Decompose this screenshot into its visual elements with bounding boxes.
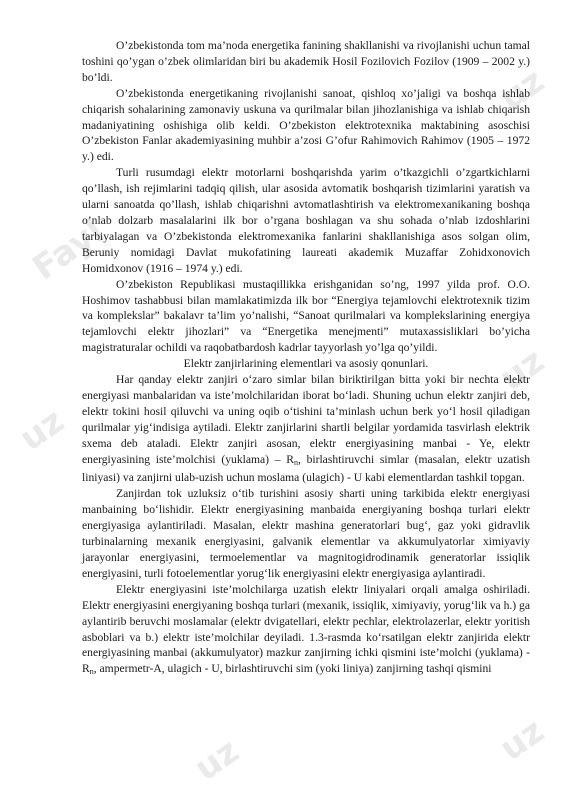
- paragraph: Zanjirdan tok uzluksiz o‘tib turishini asosiy sharti uning tarkibida elektr energiyasi manbaining bo‘lishidir. Elektr energiyasining manbaida energiyaning boshqa turlari elektr energiyasiga aylantiriladi. Masalan, elektr mashina generatorlari bug‘, gaz yoki gidravlik turbinalarning mexanik energiyasini, galvanik elementlar va akkumulyatorlar ximiyaviy jarayonlar energiyasini, termoelementlar va magnitogidrodinamik generatorlar issiqlik energiyasini, turli fotoelementlar yorug‘lik energiyasini elektr energiyasiga aylantiradi.: [82, 487, 530, 580]
- paragraph-text: , birlashtiruvchi simlar (masalan, elektr uzatish liniyasi) va zanjirni ulab-uzish uchun moslama (ulagich) - U kabi elementlardan tashkil topgan.: [82, 452, 530, 485]
- paragraph: O’zbekistonda energetikaning rivojlanishi sanoat, qishloq xo’jaligi va boshqa ishlab chiqarish sohalarining zamonaviy uskuna va qurilmalar bilan jihozlanishiga va ishlab chiqarish madaniyatining oshishiga olib keldi. O’zbekiston elektrotexnika maktabining asoschisi O’zbekiston Fanlar akademiyasining muhbir a’zosi G’ofur Rahimovich Rahimov (1905 – 1972 y.) edi.: [82, 86, 530, 164]
- paragraph-text: , ampermetr-A, ulagich - U, birlashtiruvchi sim (yoki liniya) zanjirning tashqi qismini: [93, 662, 492, 676]
- paragraph: Turli rusumdagi elektr motorlarni boshqarishda yarim o’tkazgichli o’zgartkichlarni qo’llash, ish rejimlarini tadqiq qilish, ular asosida avtomatik boshqarish tizimlarini yaratish va ularni sanoatda qo’llash, ishlab chiqarishni avtomatlashtirish va elektromexanikaning boshqa o’nlab dolzarb masalalarini ilk bor o’rgana boshlagan va shu sohada o’nlab izdoshlarini tarbiyalagan va O’zbekistonda elektromexanika fanlarini shakllanishiga asos solgan olim, Beruniy nomidagi Davlat mukofatining laureati akademik Muzaffar Zohidxonovich Homidxonov (1916 – 1974 y.) edi.: [82, 166, 530, 275]
- watermark: uz: [12, 400, 72, 460]
- watermark: uz: [492, 60, 552, 120]
- watermark: uz: [492, 710, 552, 770]
- watermark: uz: [492, 340, 552, 400]
- document-body: [82, 38, 530, 680]
- paragraph: O’zbekistonda tom ma’noda energetika fanining shakllanishi va rivojlanishi uchun tamal toshini qo’ygan o’zbek olimlaridan biri bu akademik Hosil Fozilovich Fozilov (1909 – 2002 y.) bo’ldi.: [82, 39, 530, 84]
- load-symbol: R: [82, 662, 90, 676]
- paragraph-text: Har qanday elektr zanjiri o‘zaro simlar bilan biriktirilgan bitta yoki bir nechta elektr energiyasi manbalaridan va iste’molchilaridan iborat bo‘ladi. Shuning uchun elektr zanjiri deb, elektr tokini hosil qiluvchi va uning oqib o‘tishini ta’minlash uchun berk yo‘l hosil qiladigan qurilmalar yig‘indisiga aytiladi. Elektr zanjirlarini shartli belgilar yordamida tasvirlash elektrik sxema deb ataladi. Elektr zanjiri asosan, elektr energiyasining manbai - Ye, elektr energiyasining iste’molchisi (yuklama) –: [82, 373, 530, 466]
- watermark: uz: [187, 730, 247, 790]
- load-symbol: R: [286, 452, 294, 466]
- watermark: Fayl: [25, 211, 112, 289]
- load-symbol-subscript: n: [89, 667, 94, 677]
- paragraph: [82, 372, 530, 486]
- load-symbol-subscript: n: [293, 457, 298, 467]
- paragraph: O’zbekiston Republikasi mustaqillikka erishganidan so’ng, 1997 yilda prof. O.O. Hoshimov tashabbusi bilan mamlakatimizda ilk bor “Energiya tejamlovchi elektrotexnik tizim va komplekslar” bakalavr ta’lim yo’nalishi, “Sanoat qurilmalari va komplekslarining energiya tejamlovchi elektr jihozlari” va “Energetika menejmenti” mutaxassisliklari bo’yicha magistraturalar ochildi va raqobatbardosh kadrlar tayyorlash yo’lga qo’yildi.: [82, 277, 530, 355]
- paragraph: [82, 582, 530, 680]
- section-title: Elektr zanjirlarining elementlari va asosiy qonunlari.: [183, 357, 429, 371]
- paragraph-text: Elektr energiyasini iste’molchilarga uzatish elektr liniyalari orqali amalga oshiriladi. Elektr energiyasini energiyaning boshqa turlari (mexanik, issiqlik, ximiyaviy, yorug‘lik va h.) ga aylantirib beruvchi moslamalar (elektr dvigatellari, elektr pechlar, elektrolazerlar, elektr yoritish asboblari va b.) elektr iste’molchilar deyiladi. 1.3-rasmda ko‘rsatilgan elektr zanjirida elektr energiyasining manbai (akkumulyator) mazkur zanjirning ichki qismini iste’molchi (yuklama) -: [82, 582, 530, 660]
